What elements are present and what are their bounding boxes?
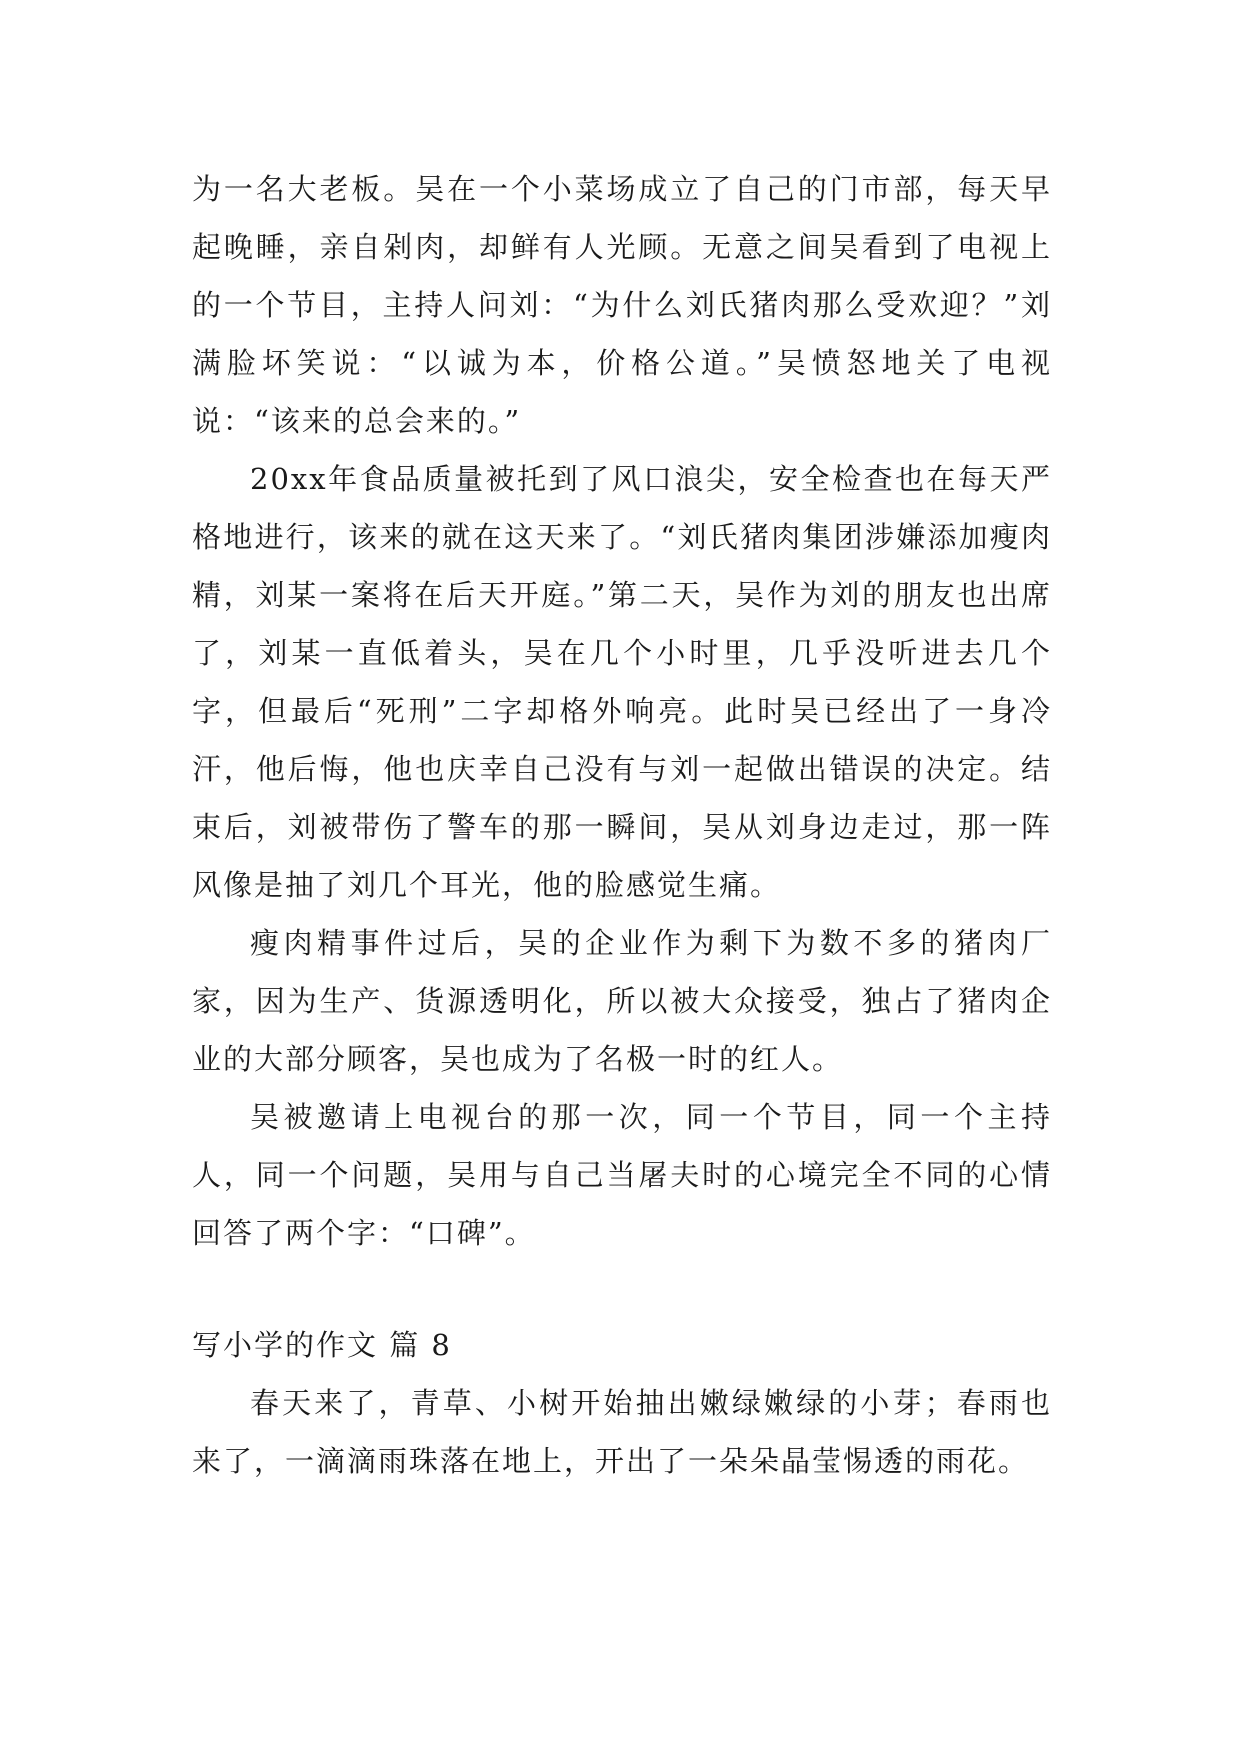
- paragraph-4: 吴被邀请上电视台的那一次，同一个节目，同一个主持人，同一个问题，吴用与自己当屠夫时的心境完全不同的心情回答了两个字：“口碑”。: [192, 1100, 1052, 1250]
- paragraph-1: 为一名大老板。吴在一个小菜场成立了自己的门市部，每天早起晚睡，亲自剁肉，却鲜有人光顾。无意之间吴看到了电视上的一个节目，主持人问刘：“为什么刘氏猪肉那么受欢迎？”刘满脸坏笑说：“以诚为本，价格公道。”吴愤怒地关了电视说：“该来的总会来的。”: [192, 172, 1052, 438]
- document-body: [192, 160, 1052, 1490]
- paragraph-3: 瘦肉精事件过后，吴的企业作为剩下为数不多的猪肉厂家，因为生产、货源透明化，所以被大众接受，独占了猪肉企业的大部分顾客，吴也成为了名极一时的红人。: [192, 926, 1052, 1076]
- paragraph-2: 20xx年食品质量被托到了风口浪尖，安全检查也在每天严格地进行，该来的就在这天来了。“刘氏猪肉集团涉嫌添加瘦肉精，刘某一案将在后天开庭。”第二天，吴作为刘的朋友也出席了，刘某一直低着头，吴在几个小时里，几乎没听进去几个字，但最后“死刑”二字却格外响亮。此时吴已经出了一身冷汗，他后悔，他也庆幸自己没有与刘一起做出错误的决定。结束后，刘被带伤了警车的那一瞬间，吴从刘身边走过，那一阵风像是抽了刘几个耳光，他的脸感觉生痛。: [192, 462, 1052, 902]
- section-title: 写小学的作文 篇 8: [192, 1328, 452, 1362]
- section-paragraph-1: 春天来了，青草、小树开始抽出嫩绿嫩绿的小芽；春雨也来了，一滴滴雨珠落在地上，开出了一朵朵晶莹惕透的雨花。: [192, 1386, 1052, 1478]
